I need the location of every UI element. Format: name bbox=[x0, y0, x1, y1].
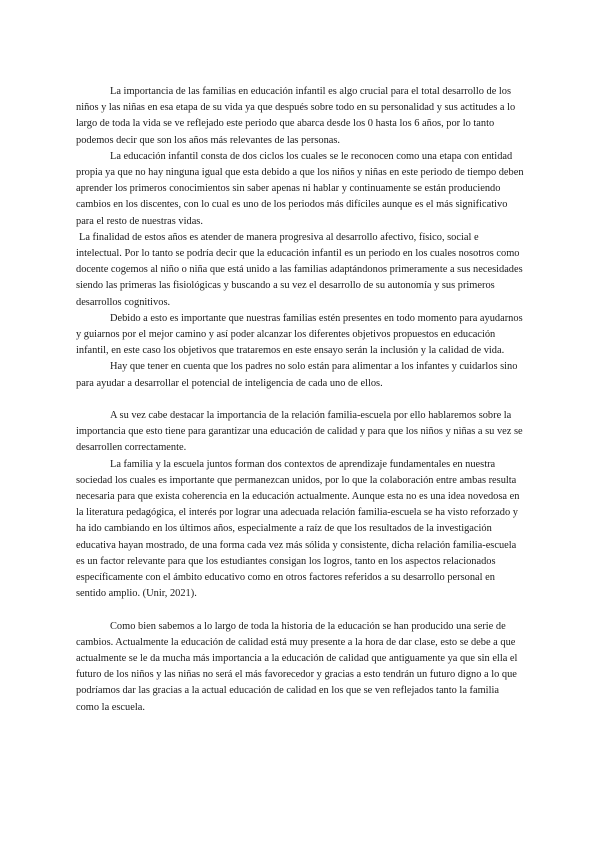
paragraph-4: Debido a esto es importante que nuestras familias estén presentes en todo momento para ayudarnos y guiarnos por el mejor camino y así poder alcanzar los diferentes objetivos propuestos en educación infantil, en este caso los objetivos que trataremos en este ensayo serán la inclusión y la calidad de vida. bbox=[76, 312, 523, 357]
paragraph-1: La importancia de las familias en educación infantil es algo crucial para el total desarrollo de los niños y las niñas en esa etapa de su vida ya que después sobre todo en su personalidad y sus actitudes a lo largo de toda la vida se ve reflejado este periodo que abarca desde los 0 hasta los 6 años, por lo tanto podemos decir que son los años más relevantes de las personas. bbox=[76, 86, 516, 146]
paragraph-gap bbox=[76, 602, 524, 618]
paragraph-7: La familia y la escuela juntos forman dos contextos de aprendizaje fundamentales en nuestra sociedad los cuales es importante que permanezcan unidos, por lo que la colaboración entre ambas resulta necesaria para que exista coherencia en la educación actualmente. Aunque esta no es una idea novedosa en la literatura pedagógica, el interés por lograr una adecuada relación familia-escuela se ha visto reforzado y ha ido cambiando en los últimos años, especialmente a raíz de que los resultados de la investigación educativa hayan mostrado, de una forma cada vez más sólida y consistente, dicha relación familia-escuela es un factor relevante para que los estudiantes consigan los logros, tanto en los aspectos relacionados específicamente con el ámbito educativo como en otros factores referidos a su desarrollo personal en sentido amplio. (Unir, 2021). bbox=[76, 458, 520, 600]
document-body bbox=[76, 84, 524, 716]
paragraph-2: La educación infantil consta de dos ciclos los cuales se le reconocen como una etapa con entidad propia ya que no hay ninguna igual que esta debido a que los niños y niñas en este periodo de tiempo deben aprender los primeros conocimientos sin saber apenas ni hablar y continuamente se están produciendo cambios en los discentes, con lo cual es uno de los periodos más difíciles aunque es el más significativo para el resto de nuestras vidas. bbox=[76, 150, 524, 227]
paragraph-6: A su vez cabe destacar la importancia de la relación familia-escuela por ello hablaremos sobre la importancia que esto tiene para garantizar una educación de calidad y para que los niños y niñas a su vez se desarrollen correctamente. bbox=[76, 410, 523, 454]
paragraph-3: La finalidad de estos años es atender de manera progresiva al desarrollo afectivo, físico, social e intelectual. Por lo tanto se podría decir que la educación infantil es un periodo en los cuales nosotros como docente cogemos al niño o niña que está unido a las familias adaptándonos primeramente a sus necesidades siendo las primeras las fisiológicas y buscando a su vez el desarrollo de su autonomía y sus primeros desarrollos cognitivos. bbox=[76, 231, 523, 308]
paragraph-5: Hay que tener en cuenta que los padres no solo están para alimentar a los infantes y cuidarlos sino para ayudar a desarrollar el potencial de inteligencia de cada uno de ellos. bbox=[76, 361, 518, 389]
paragraph-8: Como bien sabemos a lo largo de toda la historia de la educación se han producido una serie de cambios. Actualmente la educación de calidad está muy presente a la hora de dar clase, esto se debe a que actualmente se le da mucha más importancia a la educación de calidad que antiguamente ya que sin ella el futuro de los niños y las niñas no será el más favorecedor y gracias a esto tendrán un futuro digno a lo que podríamos dar las gracias a la actual educación de calidad en los que se ven reflejados tanto la familia como la escuela. bbox=[76, 620, 518, 713]
paragraph-gap bbox=[76, 392, 524, 408]
